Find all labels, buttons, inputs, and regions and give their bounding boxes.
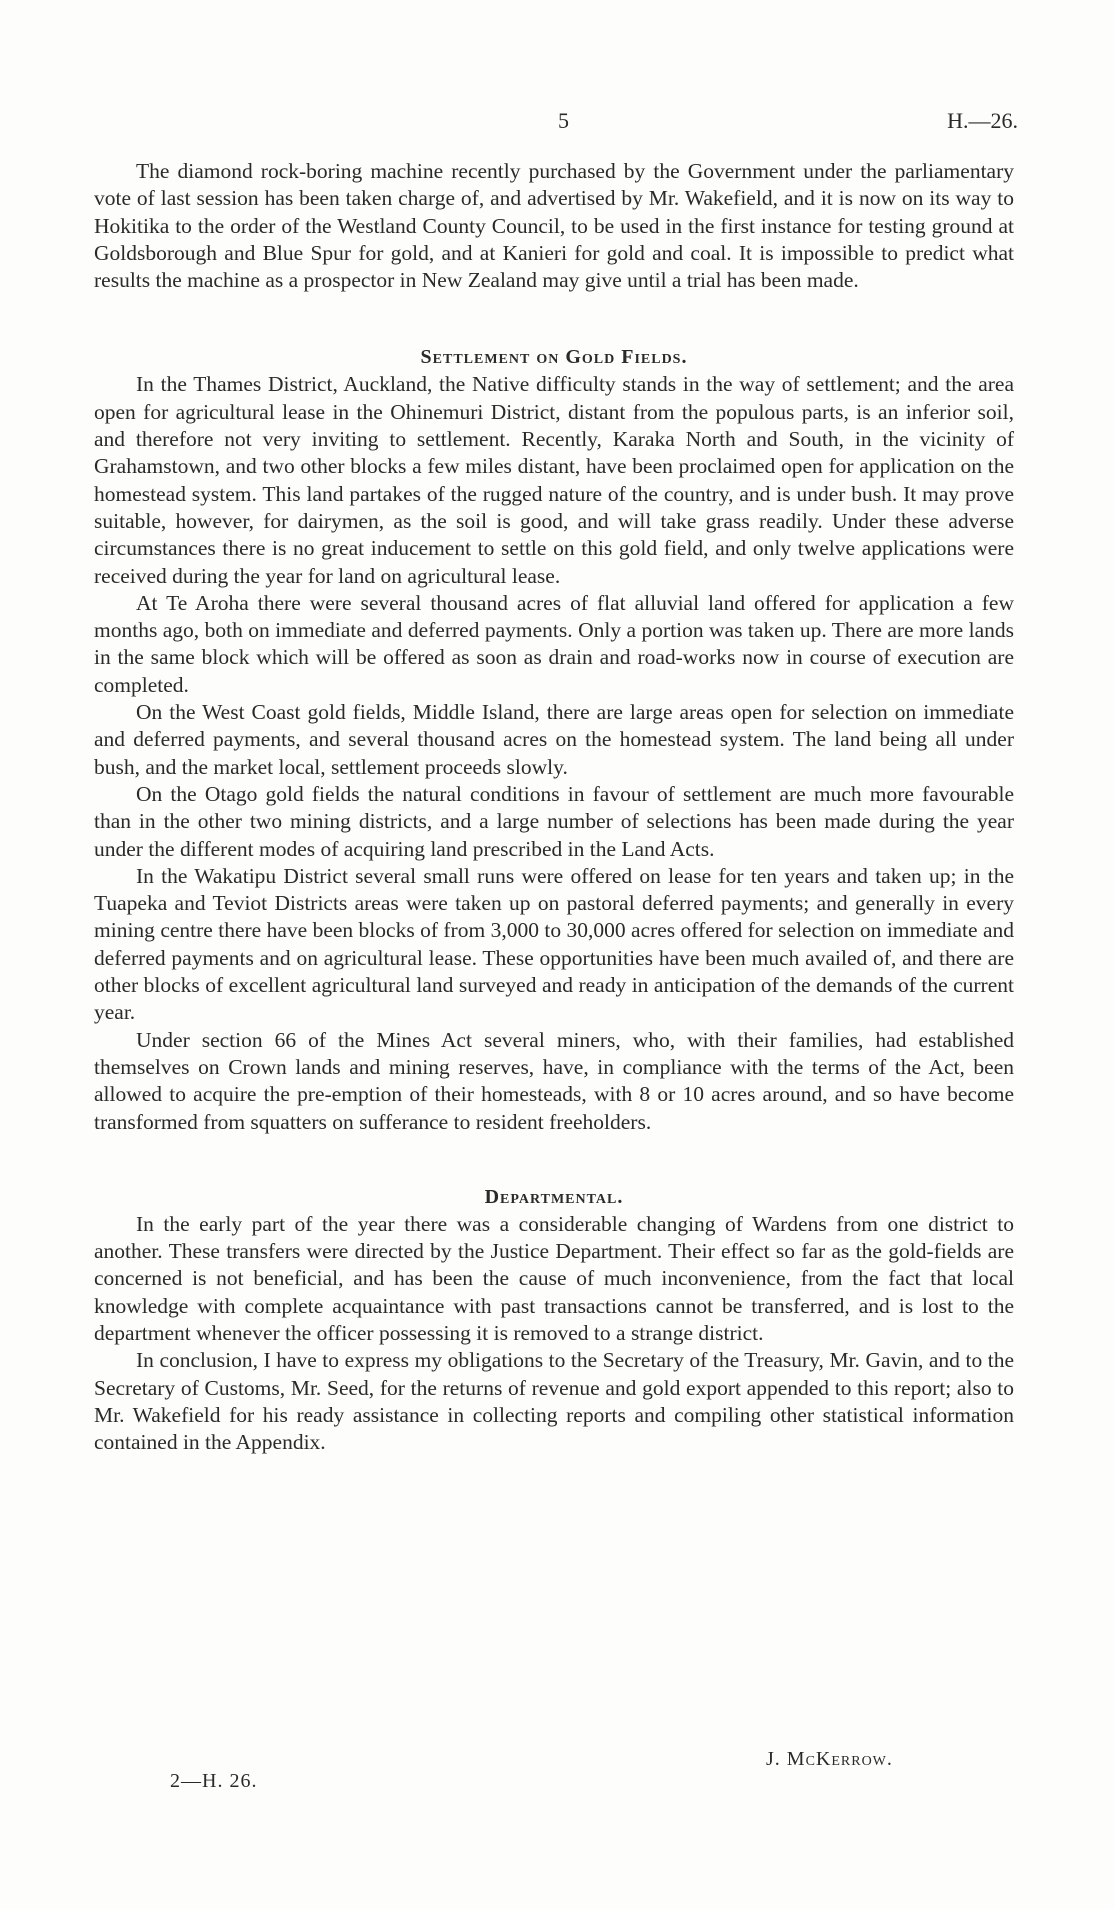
departmental-paragraph: In the early part of the year there was a considerable changing of Wardens from one district to another. These transfers were directed by the Justice Department. Their effect so far as the gold-fields are concerned is not beneficial, and has been the cause of much inconvenience, from the fact that local knowledge with complete acquaintance with past transactions cannot be transferred, and is lost to the department whenever the officer possessing it is removed to a strange district.	[94, 1211, 1014, 1345]
intro-paragraph: The diamond rock-boring machine recently purchased by the Government under the parliamentary vote of last session has been taken charge of, and advertised by Mr. Wakefield, and it is now on its way to Hokitika to the order of the Westland County Council, to be used in the first instance for testing ground at Goldsborough and Blue Spur for gold, and at Kanieri for gold and coal. It is impossible to predict what results the machine as a prospector in New Zealand may give until a trial has been made.	[94, 159, 1014, 293]
departmental-paragraph: In conclusion, I have to express my obligations to the Secretary of the Treasury, Mr. Gavin, and to the Secretary of Customs, Mr. Seed, for the returns of revenue and gold export appended to this report; also to Mr. Wakefield for his ready assistance in collecting reports and compiling other statistical information contained in the Appendix.	[94, 1348, 1014, 1455]
page-reference: H.—26.	[947, 108, 1018, 133]
settlement-paragraph: On the Otago gold fields the natural conditions in favour of settlement are much more favourable than in the other two mining districts, and a large number of selections has been made during the year under the different modes of acquiring land prescribed in the Land Acts.	[94, 781, 1014, 861]
section-heading-departmental: Departmental.	[484, 1185, 624, 1208]
settlement-paragraph: Under section 66 of the Mines Act several miners, who, with their families, had established themselves on Crown lands and mining reserves, have, in compliance with the terms of the Act, been allowed to acquire the pre-emption of their homesteads, with 8 or 10 acres around, and so have become transformed from squatters on sufferance to resident freeholders.	[94, 1027, 1014, 1134]
signature: J. McKerrow.	[766, 1748, 893, 1770]
document-body	[94, 158, 1014, 1456]
page-number: 5	[558, 108, 569, 133]
settlement-paragraph: In the Thames District, Auckland, the Native difficulty stands in the way of settlement; and the area open for agricultural lease in the Ohinemuri District, distant from the populous parts, is an inferior soil, and therefore not very inviting to settlement. Recently, Karaka North and South, in the vicinity of Grahamstown, and two other blocks a few miles distant, have been proclaimed open for application on the homestead system. This land partakes of the rugged nature of the country, and is under bush. It may prove suitable, however, for dairymen, as the soil is good, and will take grass readily. Under these adverse circumstances there is no great inducement to settle on this gold field, and only twelve applications were received during the year for land on agricultural lease.	[94, 372, 1014, 588]
settlement-paragraph: On the West Coast gold fields, Middle Island, there are large areas open for selection on immediate and deferred payments, and several thousand acres on the homestead system. The land being all under bush, and the market local, settlement proceeds slowly.	[94, 700, 1014, 779]
settlement-paragraph: In the Wakatipu District several small runs were offered on lease for ten years and taken up; in the Tuapeka and Teviot Districts areas were taken up on pastoral deferred payments; and generally in every mining centre there have been blocks of from 3,000 to 30,000 acres offered for selection on immediate and deferred payments and on agricultural lease. These opportunities have been much availed of, and there are other blocks of excellent agricultural land surveyed and ready in anticipation of the demands of the current year.	[94, 863, 1014, 1025]
settlement-paragraph: At Te Aroha there were several thousand acres of flat alluvial land offered for application a few months ago, both on immediate and deferred payments. Only a portion was taken up. There are more lands in the same block which will be offered as soon as drain and road-works now in course of execution are completed.	[94, 590, 1014, 697]
section-heading-settlement: Settlement on Gold Fields.	[420, 346, 688, 369]
footer-reference: 2—H. 26.	[170, 1770, 258, 1792]
